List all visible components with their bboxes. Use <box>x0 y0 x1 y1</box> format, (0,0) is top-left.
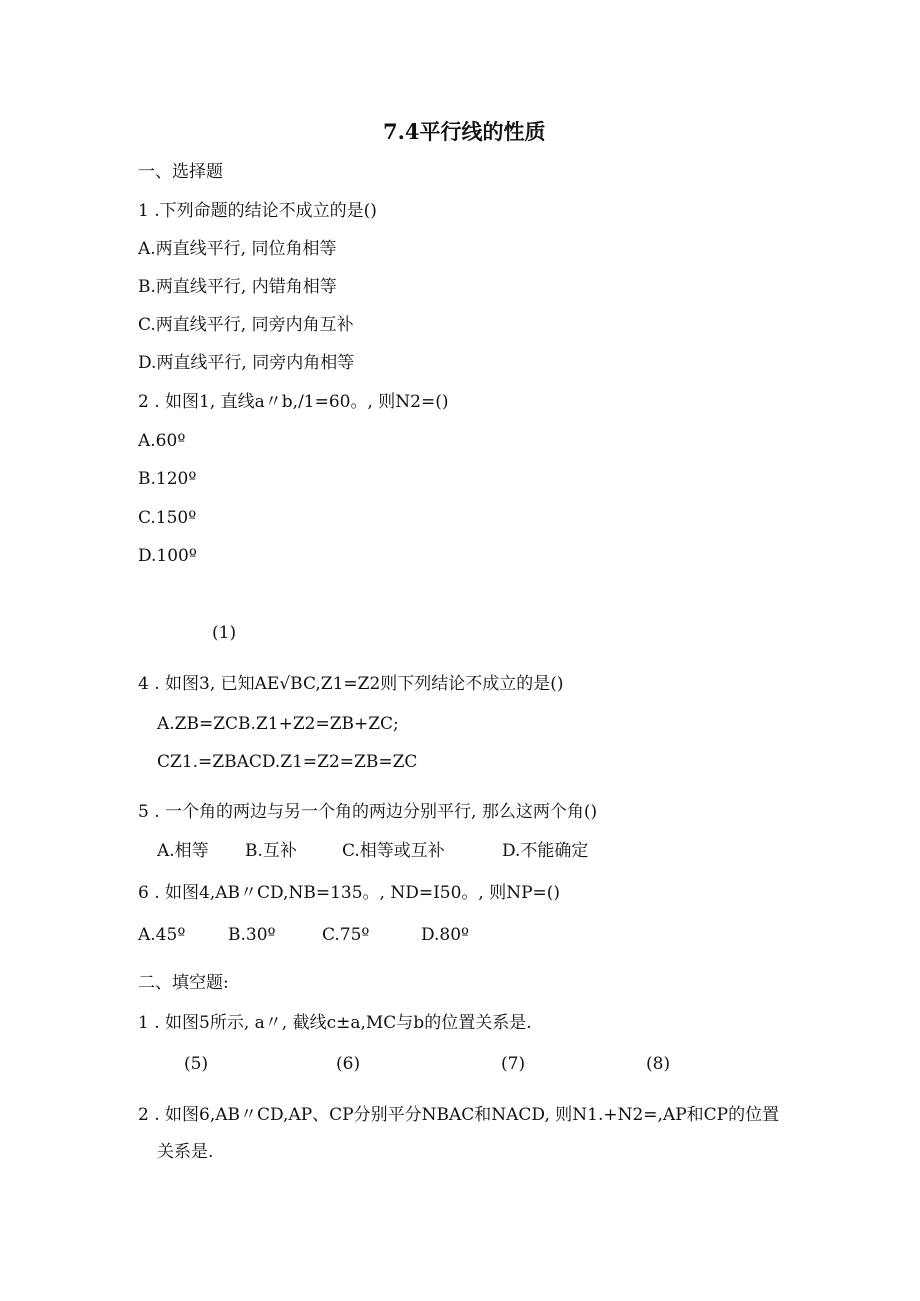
question-2-option-a: A.60º <box>138 431 186 451</box>
question-4-stem: 4 . 如图3, 已知AE√BC,Z1=Z2则下列结论不成立的是() <box>138 674 564 694</box>
question-6-option-c: C.75º <box>322 925 370 945</box>
question-2-stem: 2 . 如图1, 直线a〃b,/1=60。, 则N2=() <box>138 392 449 412</box>
question-1-stem: 1 .下列命题的结论不成立的是() <box>138 201 377 221</box>
page-title: 7.4平行线的性质 <box>383 119 546 144</box>
question-2-option-b: B.120º <box>138 469 197 489</box>
question-4-options-line-2: CZ1.=ZBACD.Z1=Z2=ZB=ZC <box>157 752 418 772</box>
question-5-stem: 5 . 一个角的两边与另一个角的两边分别平行, 那么这两个角() <box>138 802 598 822</box>
question-2-option-d: D.100º <box>138 546 197 566</box>
figure-5-label: (5) <box>184 1054 209 1074</box>
section-heading-fill: 二、填空题: <box>138 973 229 993</box>
fill-2-stem-line-2: 关系是. <box>157 1142 214 1162</box>
figure-1-label: (1) <box>212 623 237 643</box>
question-1-option-b: B.两直线平行, 内错角相等 <box>138 277 337 297</box>
question-6-option-a: A.45º <box>138 925 186 945</box>
question-6-option-b: B.30º <box>228 925 276 945</box>
fill-1-stem: 1 . 如图5所示, a〃, 截线c±a,MC与b的位置关系是. <box>138 1013 532 1033</box>
question-5-option-b: B.互补 <box>245 841 297 861</box>
question-5-option-a: A.相等 <box>157 841 209 861</box>
question-2-option-c: C.150º <box>138 508 197 528</box>
figure-6-label: (6) <box>336 1054 361 1074</box>
question-5-option-c: C.相等或互补 <box>342 841 445 861</box>
fill-2-stem-line-1: 2 . 如图6,AB〃CD,AP、CP分别平分NBAC和NACD, 则N1.+N2=,AP和CP的位置 <box>138 1105 780 1125</box>
section-heading-choice: 一、选择题 <box>138 162 223 182</box>
question-5-option-d: D.不能确定 <box>502 841 589 861</box>
figure-8-label: (8) <box>646 1054 671 1074</box>
question-4-options-line-1: A.ZB=ZCB.Z1+Z2=ZB+ZC; <box>157 714 399 734</box>
question-6-stem: 6 . 如图4,AB〃CD,NB=135。, ND=I50。, 则NP=() <box>138 883 561 903</box>
question-1-option-a: A.两直线平行, 同位角相等 <box>138 239 337 259</box>
question-6-option-d: D.80º <box>421 925 470 945</box>
question-1-option-d: D.两直线平行, 同旁内角相等 <box>138 353 355 373</box>
question-1-option-c: C.两直线平行, 同旁内角互补 <box>138 315 354 335</box>
figure-7-label: (7) <box>501 1054 526 1074</box>
